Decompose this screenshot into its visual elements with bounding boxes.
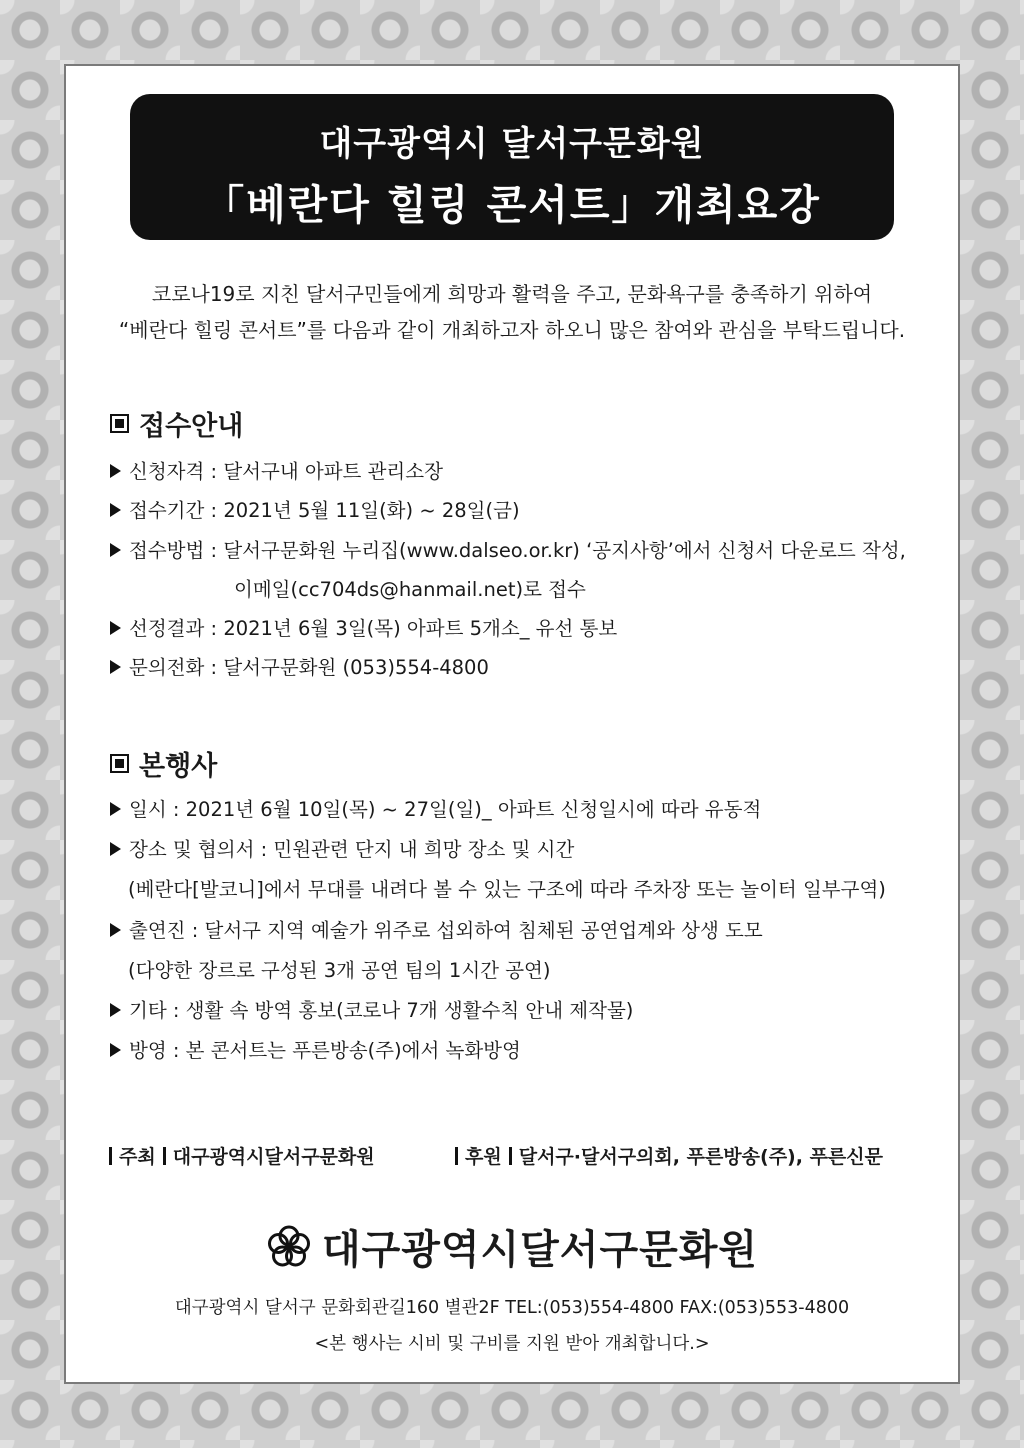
- triangle-bullet-icon: [110, 621, 121, 635]
- list-item: 접수방법 : 달서구문화원 누리집(www.dalseo.or.kr) ‘공지사항’에서 신청서 다운로드 작성,: [110, 535, 906, 563]
- divider-bar: [163, 1147, 166, 1165]
- list-item: 선정결과 : 2021년 6월 3일(목) 아파트 5개소_ 유선 통보: [110, 613, 617, 641]
- list-item-continuation: (다양한 장르로 구성된 3개 공연 팀의 1시간 공연): [128, 959, 551, 982]
- list-item: 문의전화 : 달서구문화원 (053)554-4800: [110, 652, 489, 680]
- list-item-continuation: 이메일(cc704ds@hanmail.net)로 접수: [234, 578, 586, 601]
- triangle-bullet-icon: [110, 464, 121, 478]
- triangle-bullet-icon: [110, 543, 121, 557]
- triangle-bullet-icon: [110, 802, 121, 816]
- title-event: 「베란다 힐링 콘서트」개최요강: [203, 181, 821, 229]
- section-heading-reception: [110, 404, 243, 443]
- square-bullet-icon: [110, 414, 129, 433]
- host-line: 주최 대구광역시달서구문화원: [102, 1142, 375, 1169]
- intro-line: “베란다 힐링 콘서트”를 다음과 같이 개최하고자 하오니 많은 참여와 관심을 부탁드립니다.: [118, 318, 906, 342]
- triangle-bullet-icon: [110, 1043, 121, 1057]
- triangle-bullet-icon: [110, 923, 121, 937]
- triangle-bullet-icon: [110, 503, 121, 517]
- logo-text: 대구광역시달서구문화원: [321, 1227, 759, 1273]
- title-organizer: 대구광역시 달서구문화원: [319, 124, 705, 164]
- divider-bar: [109, 1147, 112, 1165]
- square-bullet-icon: [110, 754, 129, 773]
- list-item: 기타 : 생활 속 방역 홍보(코로나 7개 생활수칙 안내 제작물): [110, 995, 633, 1023]
- poster-frame: [64, 64, 960, 1384]
- list-item-continuation: (베란다[발코니]에서 무대를 내려다 볼 수 있는 구조에 따라 주차장 또는 놀이터 일부구역): [128, 878, 886, 901]
- list-item: 신청자격 : 달서구내 아파트 관리소장: [110, 456, 443, 484]
- intro-paragraph: [66, 276, 958, 348]
- triangle-bullet-icon: [110, 660, 121, 674]
- list-item: 출연진 : 달서구 지역 예술가 위주로 섭외하여 침체된 공연업계와 상생 도모: [110, 915, 763, 943]
- triangle-bullet-icon: [110, 1003, 121, 1017]
- intro-line: 코로나19로 지친 달서구민들에게 희망과 활력을 주고, 문화욕구를 충족하기 위하여: [151, 282, 873, 306]
- list-item: 접수기간 : 2021년 5월 11일(화) ~ 28일(금): [110, 495, 520, 523]
- footer-logo: [66, 1218, 958, 1275]
- section-heading-event: [110, 744, 217, 783]
- divider-bar: [455, 1147, 458, 1165]
- section-heading-label: 접수안내: [139, 411, 244, 442]
- address-line: 대구광역시 달서구 문화회관길160 별관2F TEL:(053)554-4800 FAX:(053)553-4800: [174, 1298, 850, 1318]
- list-item: 일시 : 2021년 6월 10일(목) ~ 27일(일)_ 아파트 신청일시에 따라 유동적: [110, 794, 761, 822]
- funding-note: <본 행사는 시비 및 구비를 지원 받아 개최합니다.>: [314, 1334, 710, 1354]
- divider-bar: [509, 1147, 512, 1165]
- flower-emblem-icon: [266, 1224, 312, 1270]
- list-item: 장소 및 협의서 : 민원관련 단지 내 희망 장소 및 시간: [110, 834, 574, 862]
- triangle-bullet-icon: [110, 842, 121, 856]
- support-line: 후원 달서구·달서구의회, 푸른방송(주), 푸른신문: [448, 1142, 883, 1169]
- section-heading-label: 본행사: [139, 751, 218, 782]
- list-item: 방영 : 본 콘서트는 푸른방송(주)에서 녹화방영: [110, 1035, 521, 1063]
- title-banner: [130, 94, 894, 240]
